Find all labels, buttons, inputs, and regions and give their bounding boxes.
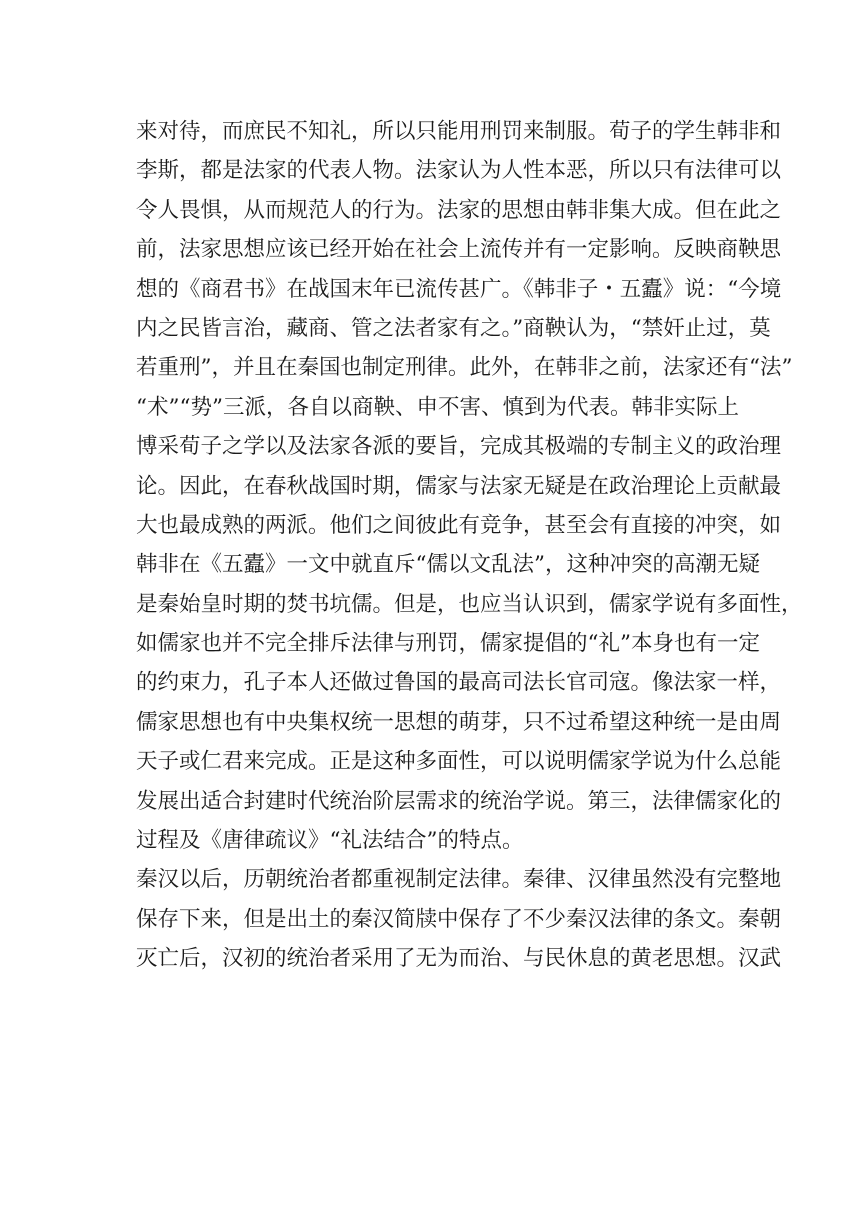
- text-line: “术”“势”三派，各自以商鞅、申不害、慎到为代表。韩非实际上: [136, 394, 739, 420]
- text-line: 儒家思想也有中央集权统一思想的萌芽，只不过希望这种统一是由周: [136, 709, 782, 735]
- text-line: 如儒家也并不完全排斥法律与刑罚，儒家提倡的“礼”本身也有一定: [136, 631, 760, 657]
- text-line: 想的《商君书》在战国末年已流传甚广。《韩非子・五蠹》说：“今境: [136, 276, 782, 302]
- text-line: 内之民皆言治，藏商、管之法者家有之。”商鞅认为，“禁奸止过，莫: [136, 315, 771, 341]
- text-line: 灭亡后，汉初的统治者采用了无为而治、与民休息的黄老思想。汉武: [136, 946, 782, 972]
- text-line: 保存下来，但是出土的秦汉简牍中保存了不少秦汉法律的条文。秦朝: [136, 906, 782, 932]
- text-line: 博采荀子之学以及法家各派的要旨，完成其极端的专制主义的政治理: [136, 434, 782, 460]
- text-line: 论。因此，在春秋战国时期，儒家与法家无疑是在政治理论上贡献最: [136, 473, 782, 499]
- text-line: 韩非在《五蠹》一文中就直斥“儒以文乱法”，这种冲突的高潮无疑: [136, 552, 760, 578]
- body-text: [136, 112, 803, 979]
- text-line: 发展出适合封建时代统治阶层需求的统治学说。第三，法律儒家化的: [136, 788, 782, 814]
- text-line: 是秦始皇时期的焚书坑儒。但是，也应当认识到，儒家学说有多面性，: [136, 591, 803, 617]
- text-line: 李斯，都是法家的代表人物。法家认为人性本恶，所以只有法律可以: [136, 158, 782, 184]
- text-line: 若重刑”，并且在秦国也制定刑律。此外，在韩非之前，法家还有“法”: [136, 355, 793, 381]
- text-line: 天子或仁君来完成。正是这种多面性，可以说明儒家学说为什么总能: [136, 749, 782, 775]
- text-line: 秦汉以后，历朝统治者都重视制定法律。秦律、汉律虽然没有完整地: [136, 867, 782, 893]
- text-line: 大也最成熟的两派。他们之间彼此有竞争，甚至会有直接的冲突，如: [136, 512, 782, 538]
- text-line: 来对待，而庶民不知礼，所以只能用刑罚来制服。荀子的学生韩非和: [136, 119, 782, 144]
- text-line: 的约束力，孔子本人还做过鲁国的最高司法长官司寇。像法家一样，: [136, 670, 782, 696]
- text-line: 过程及《唐律疏议》“礼法结合”的特点。: [136, 828, 524, 854]
- text-line: 前，法家思想应该已经开始在社会上流传并有一定影响。反映商鞅思: [136, 237, 782, 263]
- text-line: 令人畏惧，从而规范人的行为。法家的思想由韩非集大成。但在此之: [136, 197, 782, 223]
